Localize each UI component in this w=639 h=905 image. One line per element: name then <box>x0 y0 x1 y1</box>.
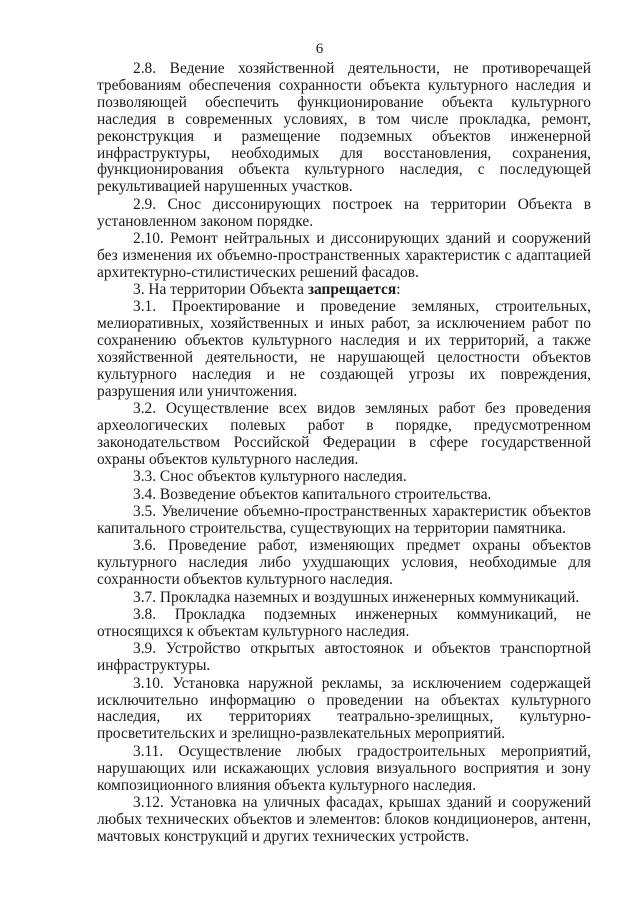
paragraph-3-1: 3.1. Проектирование и проведение земляных, строительных, мелиоративных, хозяйственных и иных работ, за исключением работ по сохранению объектов культурного наследия и их территорий, а также хозяйственной деятельности, не нарушающей целостности объектов культурного наследия и не создающей угрозы их повреждения, разрушения или уничтожения. <box>97 298 591 400</box>
paragraph-2-9: 2.9. Снос диссонирующих построек на территории Объекта в установленном законом порядке. <box>97 195 591 230</box>
paragraph-3-12: 3.12. Установка на уличных фасадах, крышах зданий и сооружений любых технических объектов и элементов: блоков кондиционеров, антенн, мачтовых конструкций и других технических устройств. <box>97 793 591 845</box>
paragraph-3-heading <box>97 282 591 299</box>
paragraph-3-5: 3.5. Увеличение объемно-пространственных характеристик объектов капитального строительства, существующих на территории памятника. <box>97 503 591 537</box>
paragraph-2-10: 2.10. Ремонт нейтральных и диссонирующих зданий и сооружений без изменения их объемно-пространственных характеристик с адаптацией архитектурно-стилистических решений фасадов. <box>97 230 591 281</box>
paragraph-3-10: 3.10. Установка наружной рекламы, за исключением содержащей исключительно информацию о проведении на объектах культурного наследия, их территориях театрально-зрелищных, культурно-просветительских и зрелищно-развлекательных мероприятий. <box>97 674 591 743</box>
paragraph-3-3: 3.3. Снос объектов культурного наследия. <box>133 468 407 486</box>
paragraph-3-4: 3.4. Возведение объектов капитального строительства. <box>133 485 492 503</box>
page-number: 6 <box>315 41 324 57</box>
paragraph-3-2: 3.2. Осуществление всех видов земляных работ без проведения археологических полевых работ в порядке, предусмотренном законодательством Российской Федерации в сфере государственной охраны объектов культурного наследия. <box>97 400 591 468</box>
paragraph-3-9: 3.9. Устройство открытых автостоянок и объектов транспортной инфраструктуры. <box>97 640 591 675</box>
paragraph-3-6: 3.6. Проведение работ, изменяющих предмет охраны объектов культурного наследия либо ухудшающих условия, необходимые для сохранности объектов культурного наследия. <box>97 537 591 589</box>
paragraph-3-11: 3.11. Осуществление любых градостроительных мероприятий, нарушающих или искажающих условия визуального восприятия и зону композиционного влияния объекта культурного наследия. <box>97 742 591 794</box>
prohibited-keyword: запрещается <box>307 281 397 299</box>
document-body <box>97 61 591 846</box>
paragraph-3-text: 3. На территории Объекта <box>133 281 308 299</box>
paragraph-3-8: 3.8. Прокладка подземных инженерных коммуникаций, не относящихся к объектам культурного наследия. <box>97 606 591 640</box>
paragraph-3-7: 3.7. Прокладка наземных и воздушных инженерных коммуникаций. <box>133 588 580 606</box>
paragraph-3-colon: : <box>396 281 401 299</box>
paragraph-2-8: 2.8. Ведение хозяйственной деятельности, не противоречащей требованиям обеспечения сохранности объекта культурного наследия и позволяющей обеспечить функционирование объекта культурного наследия в современных условиях, в том числе прокладка, ремонт, реконструкция и размещение подземных объектов инженерной инфраструктуры, необходимых для восстановления, сохранения, функционирования объекта культурного наследия, с последующей рекультивацией нарушенных участков. <box>97 60 591 196</box>
